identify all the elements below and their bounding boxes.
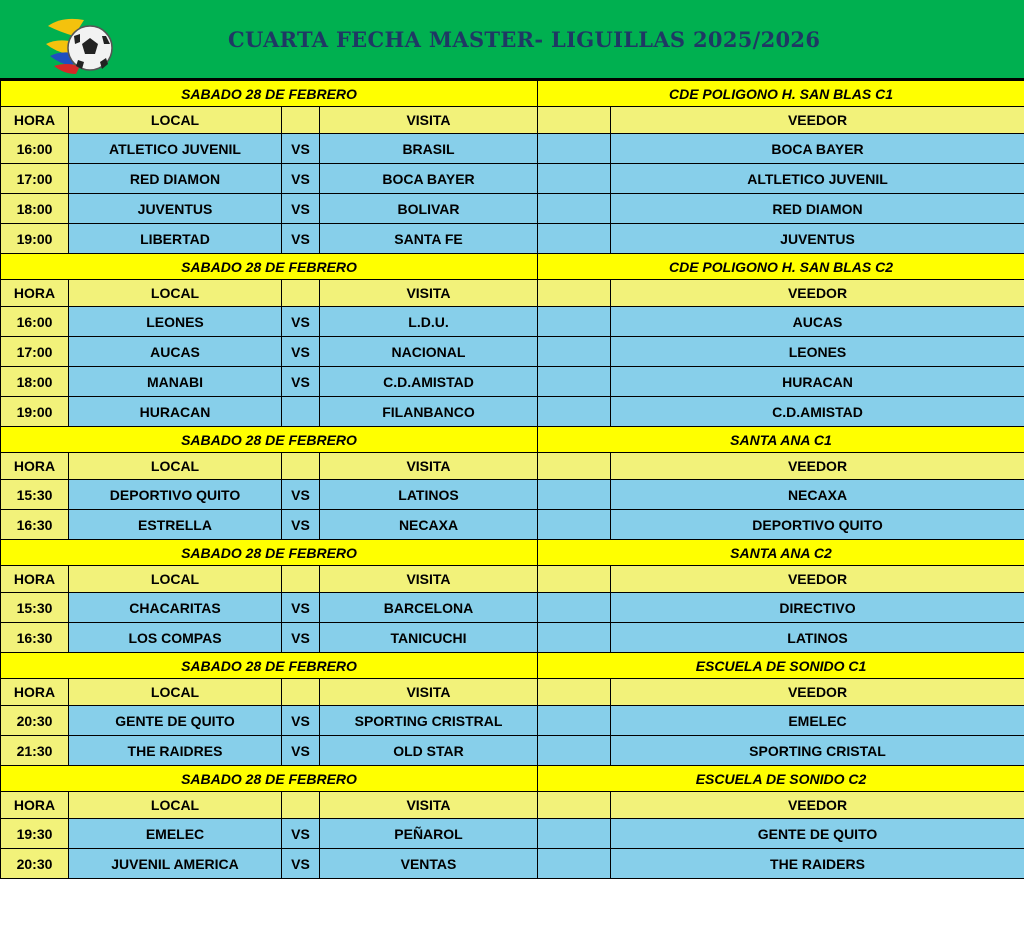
match-local: CHACARITAS [69, 593, 282, 623]
match-blank [538, 397, 611, 427]
match-row [1, 819, 1024, 849]
match-blank [538, 224, 611, 254]
match-blank [538, 164, 611, 194]
section-date: SABADO 28 DE FEBRERO [1, 540, 538, 566]
match-local: EMELEC [69, 819, 282, 849]
match-blank [538, 510, 611, 540]
header-visita: VISITA [320, 280, 538, 307]
match-veedor: BOCA BAYER [611, 134, 1024, 164]
header-vs-blank [282, 679, 320, 706]
match-local: JUVENTUS [69, 194, 282, 224]
header-veedor: VEEDOR [611, 280, 1024, 307]
header-visita: VISITA [320, 679, 538, 706]
match-visita: VENTAS [320, 849, 538, 879]
column-header-row [1, 280, 1024, 307]
match-visita: SPORTING CRISTRAL [320, 706, 538, 736]
match-blank [538, 194, 611, 224]
match-row [1, 706, 1024, 736]
header-veedor: VEEDOR [611, 679, 1024, 706]
match-visita: LATINOS [320, 480, 538, 510]
match-vs: VS [282, 593, 320, 623]
match-blank [538, 307, 611, 337]
match-veedor: RED DIAMON [611, 194, 1024, 224]
section-venue: ESCUELA DE SONIDO C1 [538, 653, 1024, 679]
match-visita: BOLIVAR [320, 194, 538, 224]
match-row [1, 367, 1024, 397]
match-local: GENTE DE QUITO [69, 706, 282, 736]
soccer-ball-logo-icon [44, 14, 114, 76]
match-local: THE RAIDRES [69, 736, 282, 766]
match-hora: 16:30 [1, 623, 69, 653]
header-vs-blank [282, 566, 320, 593]
match-vs [282, 397, 320, 427]
match-hora: 17:00 [1, 337, 69, 367]
section-header-row [1, 427, 1024, 453]
section-date: SABADO 28 DE FEBRERO [1, 766, 538, 792]
match-veedor: DEPORTIVO QUITO [611, 510, 1024, 540]
match-veedor: LEONES [611, 337, 1024, 367]
header-visita: VISITA [320, 566, 538, 593]
header-blank [538, 792, 611, 819]
match-blank [538, 367, 611, 397]
match-visita: C.D.AMISTAD [320, 367, 538, 397]
header-hora: HORA [1, 453, 69, 480]
match-row [1, 397, 1024, 427]
match-vs: VS [282, 623, 320, 653]
match-blank [538, 736, 611, 766]
match-hora: 16:00 [1, 134, 69, 164]
match-visita: BARCELONA [320, 593, 538, 623]
match-hora: 15:30 [1, 480, 69, 510]
match-blank [538, 337, 611, 367]
match-hora: 19:00 [1, 224, 69, 254]
match-veedor: NECAXA [611, 480, 1024, 510]
match-hora: 18:00 [1, 367, 69, 397]
match-blank [538, 706, 611, 736]
header-hora: HORA [1, 280, 69, 307]
match-vs: VS [282, 307, 320, 337]
column-header-row [1, 792, 1024, 819]
match-blank [538, 134, 611, 164]
match-blank [538, 593, 611, 623]
section-venue: ESCUELA DE SONIDO C2 [538, 766, 1024, 792]
match-visita: SANTA FE [320, 224, 538, 254]
match-hora: 21:30 [1, 736, 69, 766]
match-vs: VS [282, 819, 320, 849]
match-blank [538, 480, 611, 510]
header-veedor: VEEDOR [611, 566, 1024, 593]
schedule-table [0, 80, 1024, 879]
section-date: SABADO 28 DE FEBRERO [1, 81, 538, 107]
header-blank [538, 679, 611, 706]
match-visita: TANICUCHI [320, 623, 538, 653]
match-veedor: SPORTING CRISTAL [611, 736, 1024, 766]
column-header-row [1, 566, 1024, 593]
match-veedor: LATINOS [611, 623, 1024, 653]
match-visita: NECAXA [320, 510, 538, 540]
column-header-row [1, 679, 1024, 706]
match-veedor: DIRECTIVO [611, 593, 1024, 623]
match-vs: VS [282, 337, 320, 367]
header-hora: HORA [1, 107, 69, 134]
section-header-row [1, 254, 1024, 280]
match-blank [538, 849, 611, 879]
header-visita: VISITA [320, 792, 538, 819]
column-header-row [1, 107, 1024, 134]
section-header-row [1, 81, 1024, 107]
match-row [1, 480, 1024, 510]
header-vs-blank [282, 792, 320, 819]
header-hora: HORA [1, 792, 69, 819]
match-veedor: AUCAS [611, 307, 1024, 337]
header-blank [538, 453, 611, 480]
match-local: AUCAS [69, 337, 282, 367]
header-hora: HORA [1, 679, 69, 706]
header-blank [538, 566, 611, 593]
header-vs-blank [282, 453, 320, 480]
match-vs: VS [282, 164, 320, 194]
match-local: MANABI [69, 367, 282, 397]
match-veedor: THE RAIDERS [611, 849, 1024, 879]
match-visita: PEÑAROL [320, 819, 538, 849]
match-row [1, 307, 1024, 337]
section-venue: CDE POLIGONO H. SAN BLAS C1 [538, 81, 1024, 107]
match-blank [538, 623, 611, 653]
match-veedor: GENTE DE QUITO [611, 819, 1024, 849]
match-hora: 19:00 [1, 397, 69, 427]
section-header-row [1, 653, 1024, 679]
match-local: ESTRELLA [69, 510, 282, 540]
header-local: LOCAL [69, 679, 282, 706]
match-hora: 19:30 [1, 819, 69, 849]
match-visita: OLD STAR [320, 736, 538, 766]
match-visita: BRASIL [320, 134, 538, 164]
match-vs: VS [282, 194, 320, 224]
header-vs-blank [282, 107, 320, 134]
match-hora: 20:30 [1, 706, 69, 736]
match-local: JUVENIL AMERICA [69, 849, 282, 879]
header-veedor: VEEDOR [611, 453, 1024, 480]
match-local: HURACAN [69, 397, 282, 427]
match-vs: VS [282, 736, 320, 766]
header-local: LOCAL [69, 792, 282, 819]
header-blank [538, 107, 611, 134]
header-local: LOCAL [69, 280, 282, 307]
match-visita: FILANBANCO [320, 397, 538, 427]
header-local: LOCAL [69, 453, 282, 480]
match-veedor: JUVENTUS [611, 224, 1024, 254]
header-veedor: VEEDOR [611, 792, 1024, 819]
match-row [1, 736, 1024, 766]
section-date: SABADO 28 DE FEBRERO [1, 427, 538, 453]
match-hora: 15:30 [1, 593, 69, 623]
match-blank [538, 819, 611, 849]
match-row [1, 194, 1024, 224]
header-local: LOCAL [69, 566, 282, 593]
match-row [1, 510, 1024, 540]
match-hora: 18:00 [1, 194, 69, 224]
match-visita: BOCA BAYER [320, 164, 538, 194]
match-visita: L.D.U. [320, 307, 538, 337]
column-header-row [1, 453, 1024, 480]
header-visita: VISITA [320, 107, 538, 134]
header-local: LOCAL [69, 107, 282, 134]
header-hora: HORA [1, 566, 69, 593]
match-row [1, 224, 1024, 254]
section-venue: CDE POLIGONO H. SAN BLAS C2 [538, 254, 1024, 280]
section-date: SABADO 28 DE FEBRERO [1, 254, 538, 280]
title-banner [0, 0, 1024, 80]
match-row [1, 593, 1024, 623]
page-title: CUARTA FECHA MASTER- LIGUILLAS 2025/2026 [228, 27, 821, 52]
match-visita: NACIONAL [320, 337, 538, 367]
header-visita: VISITA [320, 453, 538, 480]
header-vs-blank [282, 280, 320, 307]
match-local: LOS COMPAS [69, 623, 282, 653]
match-row [1, 164, 1024, 194]
match-local: ATLETICO JUVENIL [69, 134, 282, 164]
match-row [1, 623, 1024, 653]
match-local: DEPORTIVO QUITO [69, 480, 282, 510]
match-hora: 20:30 [1, 849, 69, 879]
match-vs: VS [282, 224, 320, 254]
section-header-row [1, 540, 1024, 566]
match-vs: VS [282, 134, 320, 164]
match-vs: VS [282, 510, 320, 540]
header-blank [538, 280, 611, 307]
match-veedor: EMELEC [611, 706, 1024, 736]
match-row [1, 849, 1024, 879]
section-header-row [1, 766, 1024, 792]
match-veedor: C.D.AMISTAD [611, 397, 1024, 427]
match-row [1, 134, 1024, 164]
section-date: SABADO 28 DE FEBRERO [1, 653, 538, 679]
section-venue: SANTA ANA C2 [538, 540, 1024, 566]
section-venue: SANTA ANA C1 [538, 427, 1024, 453]
header-veedor: VEEDOR [611, 107, 1024, 134]
match-vs: VS [282, 706, 320, 736]
match-row [1, 337, 1024, 367]
match-vs: VS [282, 367, 320, 397]
match-hora: 16:00 [1, 307, 69, 337]
match-veedor: HURACAN [611, 367, 1024, 397]
match-vs: VS [282, 849, 320, 879]
match-hora: 16:30 [1, 510, 69, 540]
match-local: LEONES [69, 307, 282, 337]
match-veedor: ALTLETICO JUVENIL [611, 164, 1024, 194]
match-local: RED DIAMON [69, 164, 282, 194]
match-hora: 17:00 [1, 164, 69, 194]
match-vs: VS [282, 480, 320, 510]
match-local: LIBERTAD [69, 224, 282, 254]
